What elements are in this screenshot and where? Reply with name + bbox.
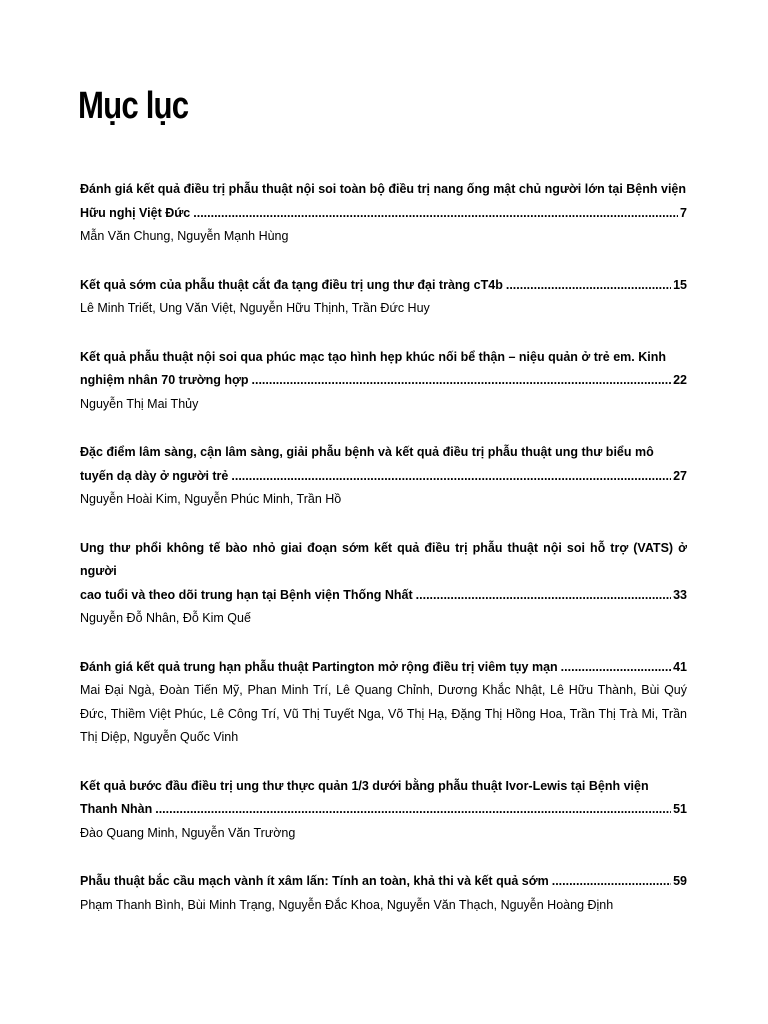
toc-entry-authors: Mẫn Văn Chung, Nguyễn Mạnh Hùng: [80, 229, 289, 243]
toc-entry-title: Kết quả phẫu thuật nội soi qua phúc mạc tạo hình hẹp khúc nối bể thận – niệu quản ở trẻ em. Kinh: [80, 349, 667, 364]
toc-entry-authors: Lê Minh Triết, Ung Văn Việt, Nguyễn Hữu Thịnh, Trần Đức Huy: [80, 301, 430, 315]
dot-leader: [506, 274, 671, 298]
dot-leader: [155, 798, 671, 822]
toc-entry-page-number: 27: [673, 468, 687, 483]
toc-entry-title-line: [80, 798, 687, 822]
toc-entry: [80, 656, 687, 750]
toc-entry: [80, 441, 687, 512]
toc-entry-authors: Đào Quang Minh, Nguyễn Văn Trường: [80, 825, 296, 840]
dot-leader: [416, 584, 671, 608]
toc-entry-authors: Nguyễn Đỗ Nhân, Đỗ Kim Quế: [80, 611, 251, 625]
toc-entry-page-number: 51: [673, 802, 687, 816]
toc-entry-page-number: 59: [673, 874, 687, 888]
toc-entry: [80, 537, 687, 631]
toc-entry-title-end: nghiệm nhân 70 trường hợp: [80, 373, 249, 387]
toc-entry-page-number: 22: [673, 373, 687, 387]
dot-leader: [552, 870, 671, 894]
toc-entry-page-number: 7: [680, 205, 687, 220]
page-title: Mục lục: [78, 85, 189, 127]
toc-entry-title: Kết quả bước đầu điều trị ung thư thực quản 1/3 dưới bằng phẫu thuật Ivor-Lewis tại Bệnh viện: [80, 778, 649, 793]
toc-entry-title: Ung thư phổi không tế bào nhỏ giai đoạn sớm kết quả điều trị phẫu thuật nội soi hỗ trợ (VATS) ở người: [80, 540, 687, 578]
toc-entry-title-line: [80, 584, 687, 608]
toc-entry-page-number: 33: [673, 587, 687, 602]
toc-entry-title-end: Đánh giá kết quả trung hạn phẫu thuật Partington mở rộng điều trị viêm tụy mạn: [80, 659, 558, 674]
toc-entry-title-line: [80, 202, 687, 226]
toc-entry-authors: Nguyễn Thị Mai Thủy: [80, 396, 199, 411]
dot-leader: [561, 656, 671, 680]
toc-entry: [80, 346, 687, 417]
toc-entry-title: Đặc điểm lâm sàng, cận lâm sàng, giải phẫu bệnh và kết quả điều trị phẫu thuật ung thư biểu mô: [80, 445, 654, 459]
toc-entry: [80, 775, 687, 846]
toc-entry-title-end: Phẫu thuật bắc cầu mạch vành ít xâm lấn: Tính an toàn, khả thi và kết quả sớm: [80, 874, 549, 888]
toc-entry-title-line: [80, 656, 687, 680]
dot-leader: [252, 369, 672, 393]
dot-leader: [231, 465, 671, 489]
toc-entry-title-line: [80, 274, 687, 298]
toc-entry-title-line: [80, 465, 687, 489]
dot-leader: [193, 202, 678, 226]
toc-entry-authors: Phạm Thanh Bình, Bùi Minh Trạng, Nguyễn Đắc Khoa, Nguyễn Văn Thạch, Nguyễn Hoàng Định: [80, 897, 614, 912]
toc-entry-title-end: Thanh Nhàn: [80, 802, 153, 816]
toc-entry: [80, 274, 687, 321]
toc-entry: [80, 178, 687, 249]
toc-entry-title-end: Kết quả sớm của phẫu thuật cắt đa tạng điều trị ung thư đại tràng cT4b: [80, 277, 503, 292]
toc-entry-list: [80, 178, 687, 942]
toc-entry-authors: Nguyễn Hoài Kim, Nguyễn Phúc Minh, Trần Hồ: [80, 492, 342, 506]
toc-entry-page-number: 41: [673, 659, 687, 674]
toc-entry-title-end: cao tuổi và theo dõi trung hạn tại Bệnh viện Thống Nhất: [80, 587, 413, 602]
toc-entry-authors: Mai Đại Ngà, Đoàn Tiến Mỹ, Phan Minh Trí, Lê Quang Chỉnh, Dương Khắc Nhật, Lê Hữu Thành, Bùi Quý Đức, Thiềm Việt Phúc, Lê Công Trí, Vũ Thị Tuyết Nga, Võ Thị Hạ, Đặng Thị Hồng Hoa, Trần Thị Trà Mi, Trần Thị Diệp, Nguyễn Quốc Vinh: [80, 683, 687, 744]
toc-entry-title-line: [80, 369, 687, 393]
toc-entry-title-end: Hữu nghị Việt Đức: [80, 205, 191, 220]
toc-entry-page-number: 15: [673, 277, 687, 292]
toc-entry-title-line: [80, 870, 687, 894]
toc-entry-title-end: tuyến dạ dày ở người trẻ: [80, 468, 229, 483]
toc-entry-title: Đánh giá kết quả điều trị phẫu thuật nội soi toàn bộ điều trị nang ống mật chủ người lớn tại Bệnh viện: [80, 182, 687, 196]
toc-entry: [80, 870, 687, 917]
